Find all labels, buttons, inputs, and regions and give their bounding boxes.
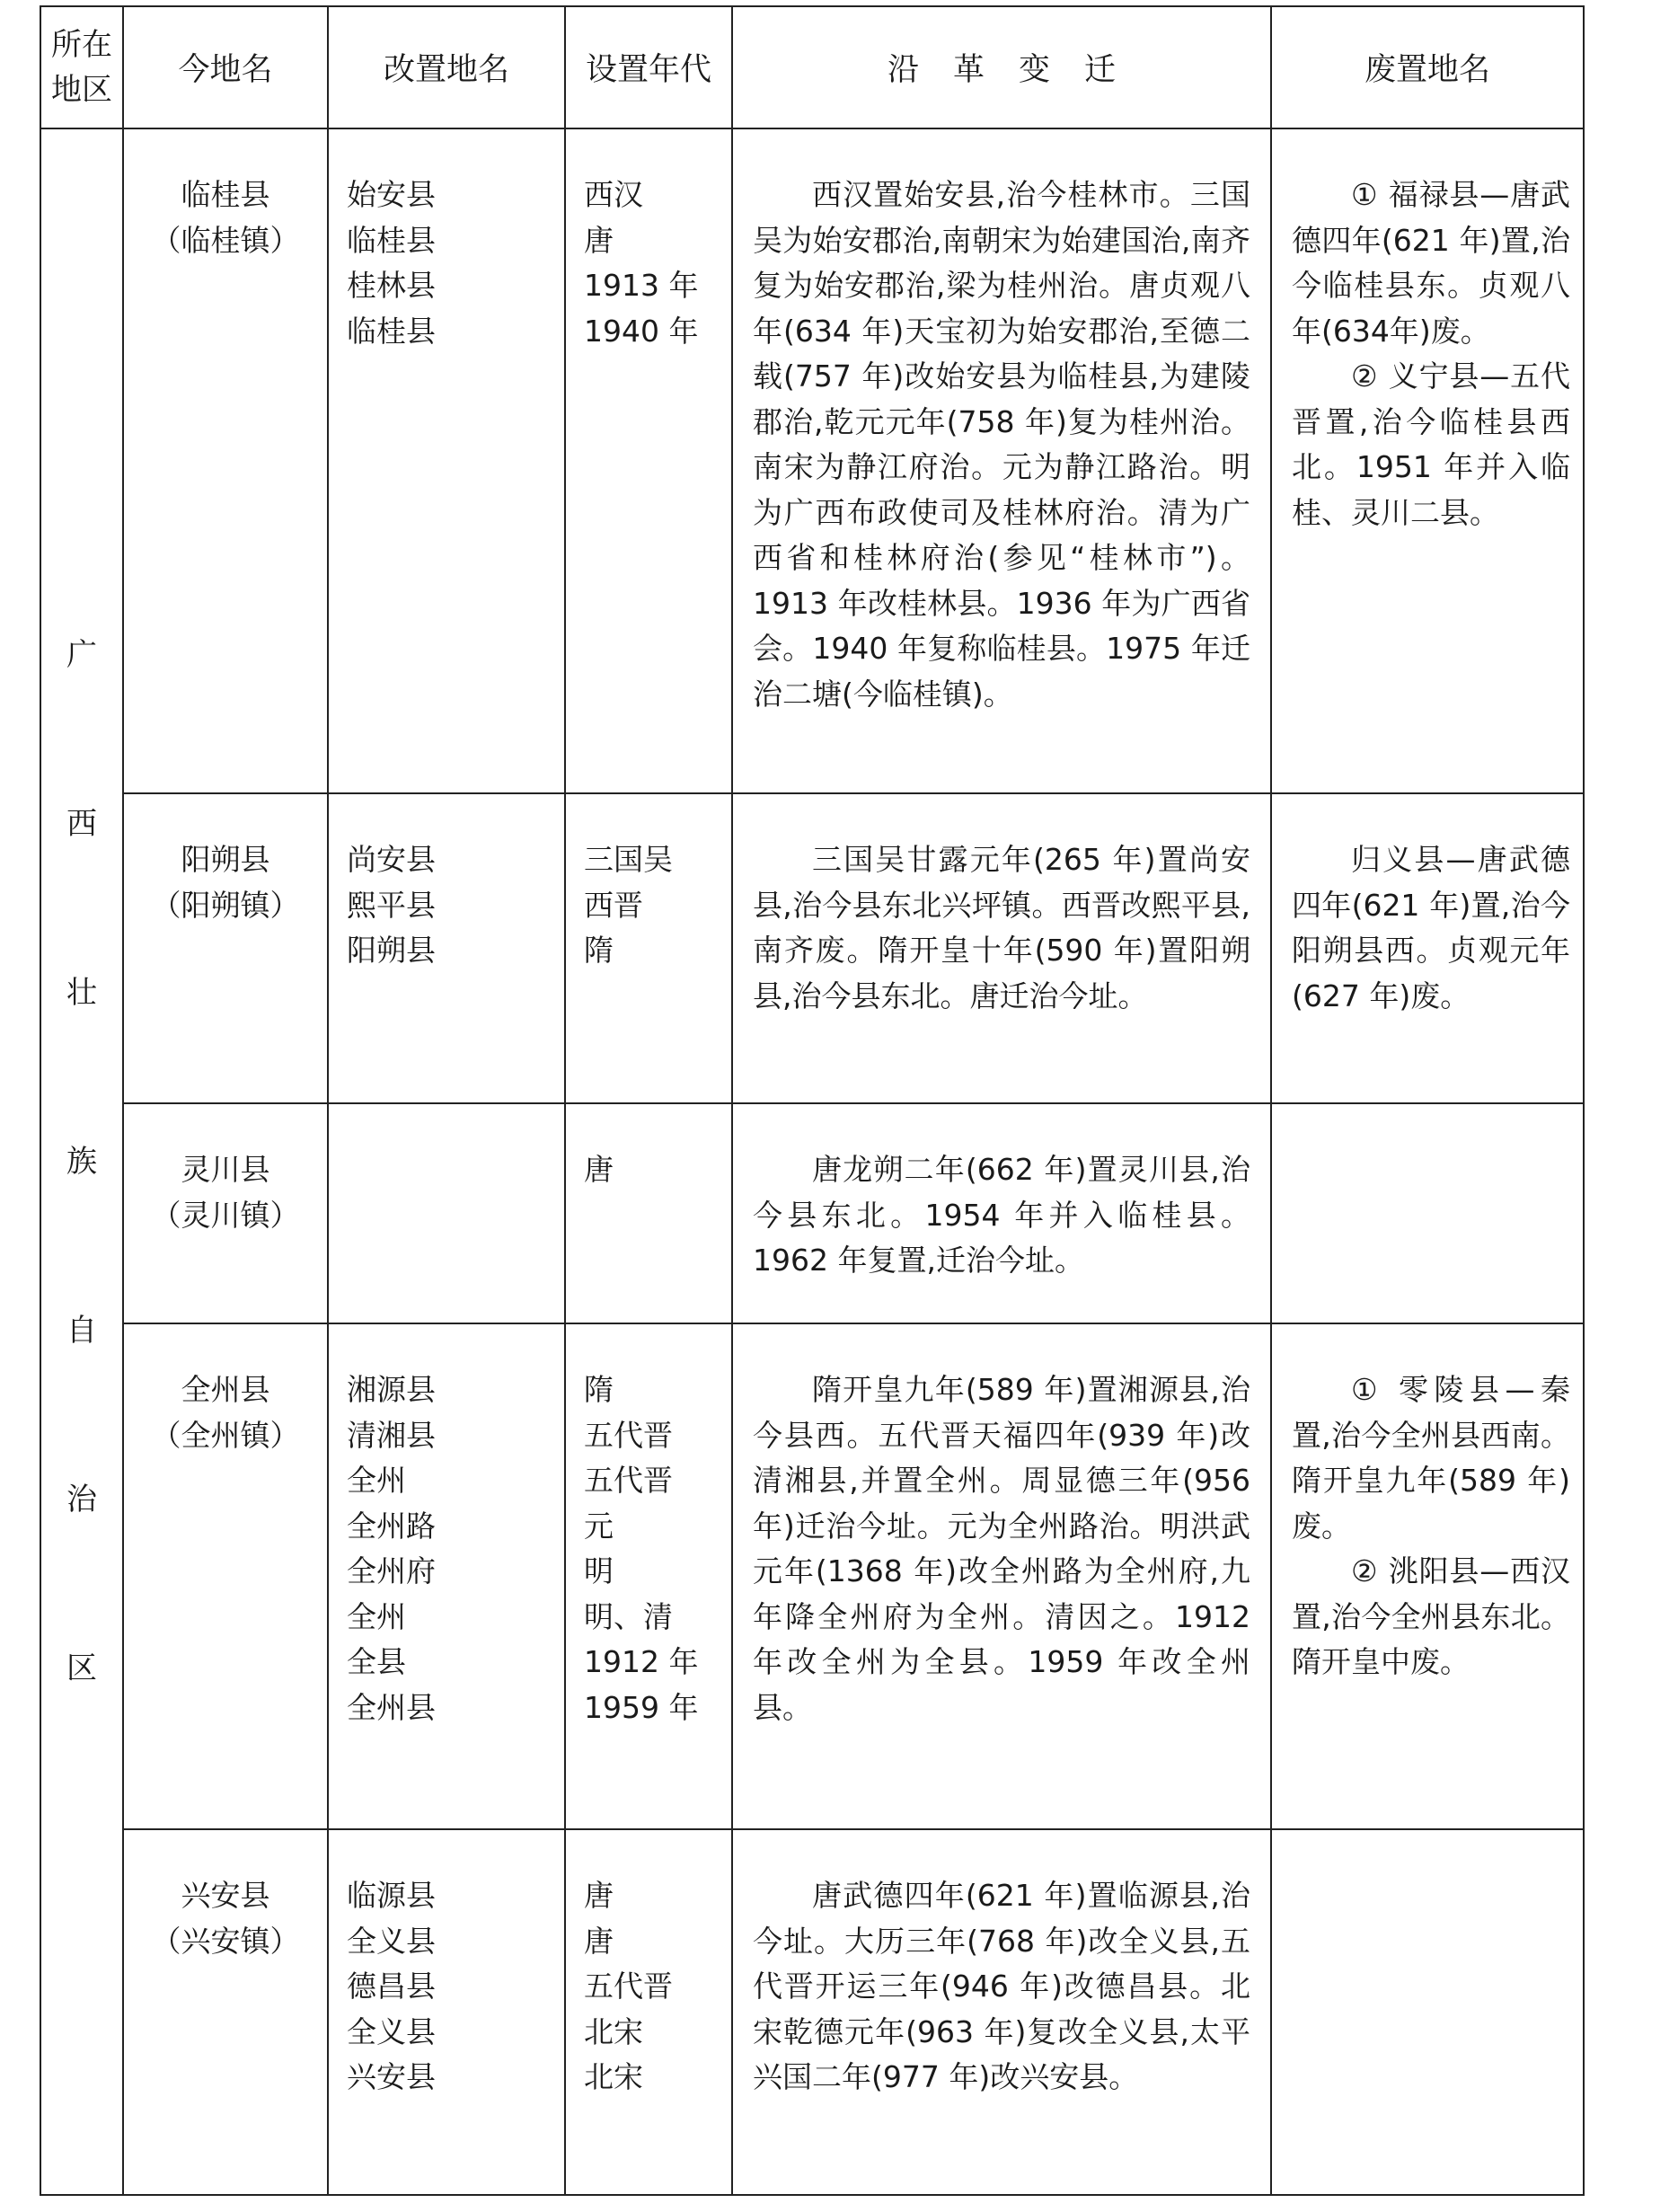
- abolished-cell: [1271, 793, 1584, 1103]
- renamed-item: 全州县: [347, 1689, 436, 1725]
- region-char: 西: [66, 806, 97, 842]
- renamed-item: 熙平县: [347, 887, 436, 923]
- renamed-item: 尚安县: [347, 842, 436, 877]
- period-item: 隋: [584, 933, 614, 968]
- renamed-item: 兴安县: [347, 2059, 436, 2094]
- region-char: 广: [66, 637, 97, 673]
- county-seat: （临桂镇）: [151, 222, 300, 258]
- history-cell: [732, 128, 1271, 793]
- renamed-cell: [328, 1103, 565, 1323]
- current-name-cell: [123, 128, 328, 793]
- current-name-cell: [123, 1829, 328, 2195]
- renamed-cell: [328, 1829, 565, 2195]
- renamed-cell: [328, 128, 565, 793]
- header-period: 设置年代: [565, 6, 732, 128]
- renamed-item: 临桂县: [347, 313, 436, 349]
- history-text: 唐武德四年(621 年)置临源县,治今址。大历三年(768 年)改全义县,五代晋开运三年(946 年)改德昌县。北宋乾德元年(963 年)复改全义县,太平兴国二年(977 年)改兴安县。: [753, 1878, 1250, 2094]
- period-item: 明、清: [584, 1598, 673, 1634]
- abolished-item: ① 零陵县—秦置,治今全州县西南。隋开皇九年(589 年)废。: [1292, 1372, 1570, 1544]
- period-item: 1959 年: [584, 1689, 699, 1725]
- header-renamed: 改置地名: [328, 6, 565, 128]
- period-item: 唐: [584, 1878, 614, 1913]
- abolished-cell: [1271, 1323, 1584, 1829]
- region-char: 族: [66, 1144, 97, 1180]
- current-name: 临桂县: [181, 177, 270, 212]
- current-name: 全州县: [181, 1372, 270, 1407]
- table-row: [40, 1103, 1584, 1323]
- period-item: 元: [584, 1508, 614, 1544]
- abolished-cell: [1271, 1103, 1584, 1323]
- history-cell: [732, 1323, 1271, 1829]
- renamed-item: 全州路: [347, 1508, 436, 1544]
- period-item: 北宋: [584, 2059, 643, 2094]
- county-seat: （阳朔镇）: [151, 887, 300, 923]
- current-name-cell: [123, 1323, 328, 1829]
- period-cell: [565, 1103, 732, 1323]
- region-char: 壮: [66, 975, 97, 1011]
- period-item: 1912 年: [584, 1644, 699, 1679]
- period-cell: [565, 128, 732, 793]
- table-row: [40, 128, 1584, 793]
- renamed-item: 全州: [347, 1598, 406, 1634]
- renamed-item: 德昌县: [347, 1969, 436, 2004]
- period-cell: [565, 793, 732, 1103]
- abolished-cell: [1271, 1829, 1584, 2195]
- current-name-cell: [123, 1103, 328, 1323]
- abolished-cell: [1271, 128, 1584, 793]
- period-item: 五代晋: [584, 1463, 673, 1498]
- period-cell: [565, 1323, 732, 1829]
- history-text: 三国吴甘露元年(265 年)置尚安县,治今县东北兴坪镇。西晋改熙平县,南齐废。隋开皇十年(590 年)置阳朔县,治今县东北。唐迁治今址。: [753, 842, 1250, 1013]
- header-region-line1: 所在: [51, 27, 112, 63]
- renamed-item: 全义县: [347, 2013, 436, 2049]
- header-current-name: 今地名: [123, 6, 328, 128]
- header-region-line2: 地区: [51, 72, 112, 108]
- gazetteer-table: [40, 5, 1585, 2196]
- current-name-cell: [123, 793, 328, 1103]
- renamed-item: 桂林县: [347, 268, 436, 303]
- renamed-item: 全义县: [347, 1923, 436, 1959]
- page: [40, 5, 1583, 2194]
- history-cell: [732, 1103, 1271, 1323]
- renamed-item: 全州: [347, 1463, 406, 1498]
- header-history: 沿革变迁: [732, 6, 1271, 128]
- current-name: 灵川县: [181, 1152, 270, 1187]
- period-item: 隋: [584, 1372, 614, 1407]
- period-item: 1913 年: [584, 268, 699, 303]
- renamed-item: 阳朔县: [347, 933, 436, 968]
- history-cell: [732, 1829, 1271, 2195]
- region-char: 治: [66, 1482, 97, 1517]
- renamed-item: 临桂县: [347, 222, 436, 258]
- abolished-item: ② 义宁县—五代晋置,治今临桂县西北。1951 年并入临桂、灵川二县。: [1292, 358, 1570, 530]
- period-item: 唐: [584, 222, 614, 258]
- period-cell: [565, 1829, 732, 2195]
- header-region: [40, 6, 123, 128]
- period-item: 唐: [584, 1152, 614, 1187]
- region-char: 区: [66, 1650, 97, 1686]
- period-item: 北宋: [584, 2013, 643, 2049]
- history-cell: [732, 793, 1271, 1103]
- period-item: 三国吴: [584, 842, 673, 877]
- period-item: 五代晋: [584, 1969, 673, 2004]
- table-row: [40, 1829, 1584, 2195]
- renamed-cell: [328, 1323, 565, 1829]
- current-name: 阳朔县: [181, 842, 270, 877]
- table-row: [40, 1323, 1584, 1829]
- table-row: [40, 793, 1584, 1103]
- current-name: 兴安县: [181, 1878, 270, 1913]
- history-text: 唐龙朔二年(662 年)置灵川县,治今县东北。1954 年并入临桂县。1962 年复置,迁治今址。: [753, 1152, 1250, 1278]
- period-item: 五代晋: [584, 1417, 673, 1453]
- period-item: 西汉: [584, 177, 643, 212]
- county-seat: （灵川镇）: [151, 1197, 300, 1233]
- renamed-item: 全州府: [347, 1553, 436, 1588]
- header-abolished: 废置地名: [1271, 6, 1584, 128]
- region-cell: [40, 128, 123, 2195]
- abolished-item: 归义县—唐武德四年(621 年)置,治今阳朔县西。贞观元年(627 年)废。: [1292, 842, 1570, 1013]
- renamed-cell: [328, 793, 565, 1103]
- renamed-item: 清湘县: [347, 1417, 436, 1453]
- period-item: 西晋: [584, 887, 643, 923]
- abolished-item: ② 洮阳县—西汉置,治今全州县东北。隋开皇中废。: [1292, 1553, 1570, 1679]
- county-seat: （兴安镇）: [151, 1923, 300, 1959]
- renamed-item: 临源县: [347, 1878, 436, 1913]
- period-item: 唐: [584, 1923, 614, 1959]
- period-item: 明: [584, 1553, 614, 1588]
- history-text: 西汉置始安县,治今桂林市。三国吴为始安郡治,南朝宋为始建国治,南齐复为始安郡治,梁为桂州治。唐贞观八年(634 年)天宝初为始安郡治,至德二载(757 年)改始安县为临桂县,为建陵郡治,乾元元年(758 年)复为桂州治。南宋为静江府治。元为静江路治。明为广西布政使司及桂林府治。清为广西省和桂林府治(参见“桂林市”)。1913 年改桂林县。1936 年为广西省会。1940 年复称临桂县。1975 年迁治二塘(今临桂镇)。: [753, 177, 1250, 712]
- county-seat: （全州镇）: [151, 1417, 300, 1453]
- abolished-item: ① 福禄县—唐武德四年(621 年)置,治今临桂县东。贞观八年(634年)废。: [1292, 177, 1570, 349]
- region-char: 自: [66, 1313, 97, 1349]
- renamed-item: 湘源县: [347, 1372, 436, 1407]
- period-item: 1940 年: [584, 313, 699, 349]
- renamed-item: 全县: [347, 1644, 406, 1679]
- header-row: [40, 6, 1584, 128]
- history-text: 隋开皇九年(589 年)置湘源县,治今县西。五代晋天福四年(939 年)改清湘县,并置全州。周显德三年(956 年)迁治今址。元为全州路治。明洪武元年(1368 年)改全州路为全州府,九年降全州府为全州。清因之。1912 年改全州为全县。1959 年改全州县。: [753, 1372, 1250, 1725]
- renamed-item: 始安县: [347, 177, 436, 212]
